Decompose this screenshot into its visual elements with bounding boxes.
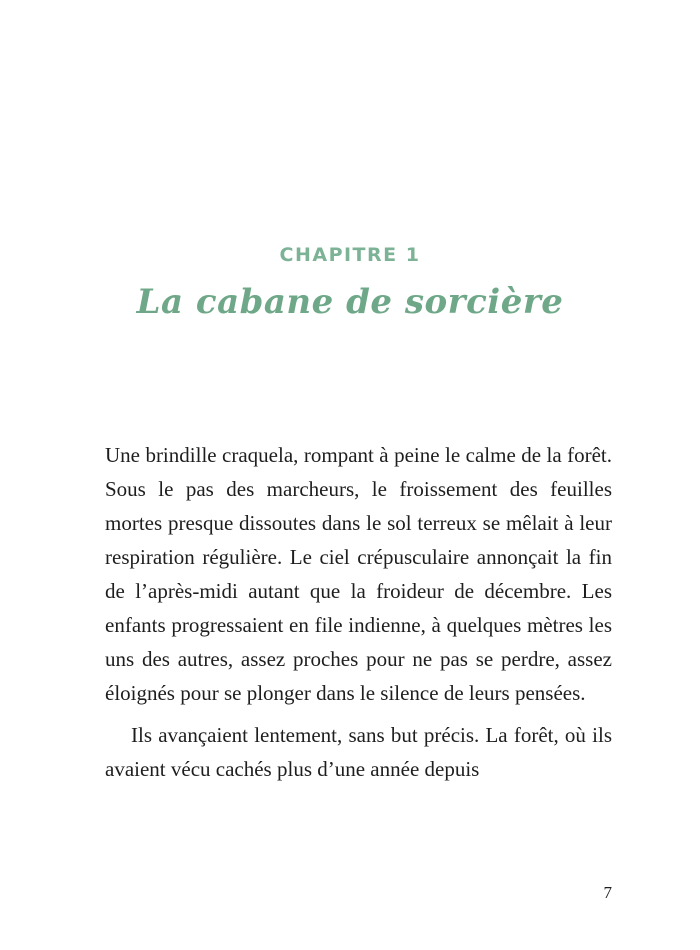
chapter-title: La cabane de sorcière xyxy=(136,282,564,322)
body-text xyxy=(105,438,612,786)
paragraph: Une brindille craquela, rompant à peine le calme de la forêt. Sous le pas des marcheurs, le froissement des feuilles mortes presque dissoutes dans le sol terreux se mêlait à leur respiration régulière. Le ciel crépusculaire annonçait la fin de l’après-midi autant que la froideur de décembre. Les enfants progressaient en file indienne, à quelques mètres les uns des autres, assez proches pour ne pas se perdre, assez éloignés pour se plonger dans le silence de leurs pensées. xyxy=(105,443,612,705)
paragraph: Ils avançaient lentement, sans but précis. La forêt, où ils avaient vécu cachés plus d’une année depuis xyxy=(105,723,612,781)
chapter-label: CHAPITRE 1 xyxy=(279,244,421,266)
page-number: 7 xyxy=(603,883,612,902)
